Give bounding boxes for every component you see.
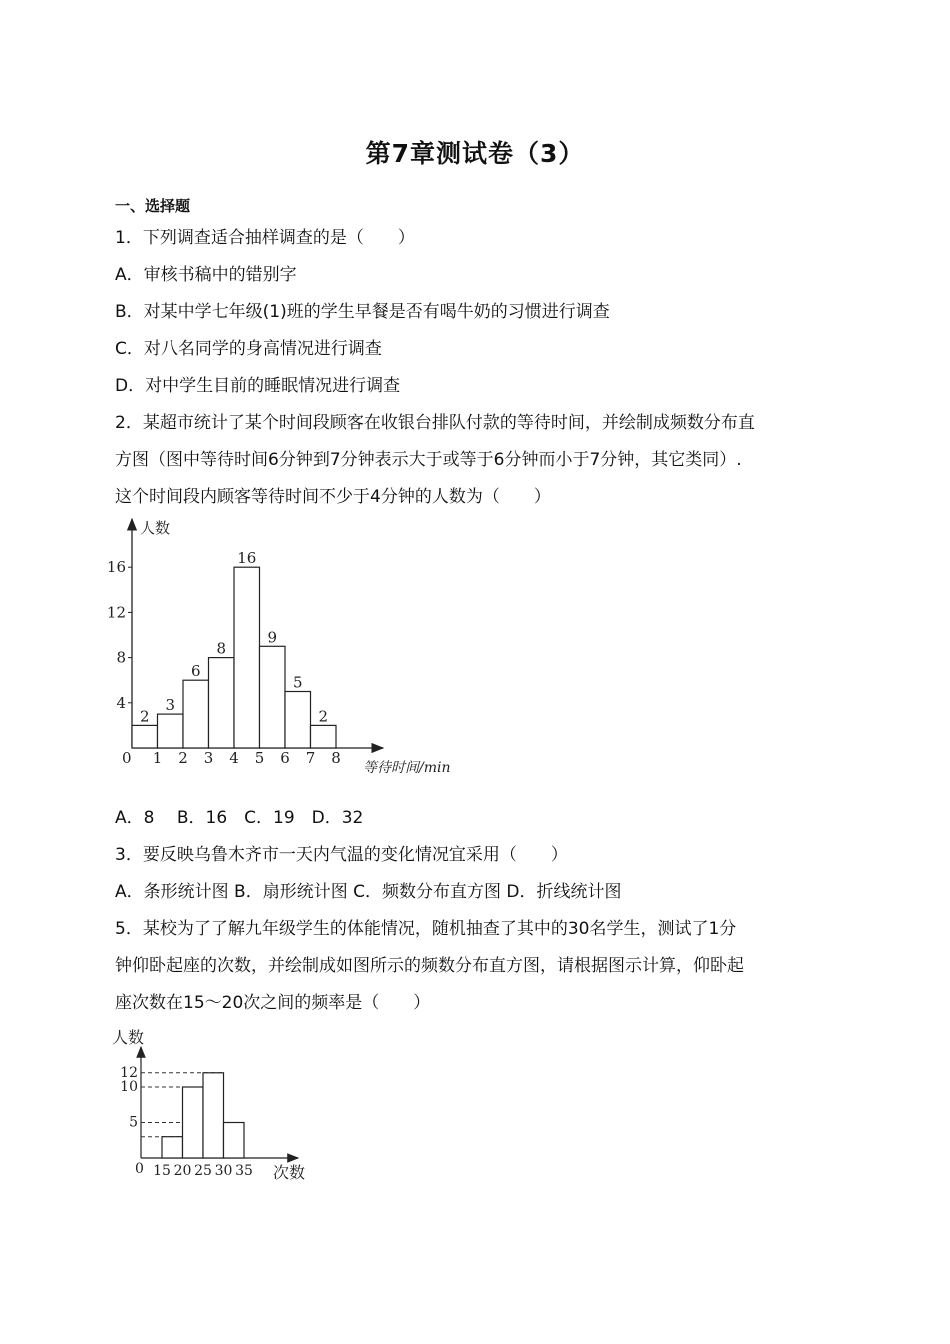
histogram-bar xyxy=(162,1137,183,1158)
histogram-bar xyxy=(285,692,311,749)
q1-option-d: D．对中学生目前的睡眠情况进行调查 xyxy=(115,376,401,396)
histogram-bar xyxy=(183,680,209,748)
bar-value-label: 6 xyxy=(190,662,201,681)
bar-value-label: 2 xyxy=(318,707,329,726)
bar-value-label: 16 xyxy=(237,549,257,568)
y-axis-label: 人数 xyxy=(140,519,171,537)
histogram-bar xyxy=(158,714,184,748)
histogram-bar xyxy=(224,1123,245,1159)
x-tick-label: 30 xyxy=(214,1163,233,1179)
y-tick-label: 5 xyxy=(129,1114,138,1131)
q1-option-c: C．对八名同学的身高情况进行调查 xyxy=(115,339,382,359)
q5-stem-line3: 座次数在15～20次之间的频率是（ ） xyxy=(115,993,431,1013)
bar-value-label: 2 xyxy=(139,707,150,726)
x-tick-label: 20 xyxy=(173,1163,192,1179)
bar-value-label: 3 xyxy=(165,696,176,715)
y-tick-label: 8 xyxy=(116,648,126,667)
bar-value-label: 8 xyxy=(216,639,227,658)
page-title: 第7章测试卷（3） xyxy=(365,139,585,168)
situp-histogram xyxy=(108,1023,323,1188)
q1-option-a: A．审核书稿中的错别字 xyxy=(115,265,297,285)
q3-options: A．条形统计图 B．扇形统计图 C．频数分布直方图 D．折线统计图 xyxy=(115,882,622,902)
histogram-bar xyxy=(203,1073,224,1158)
x-tick-label: 15 xyxy=(153,1163,171,1179)
x-tick-label: 4 xyxy=(229,749,239,767)
histogram-bar xyxy=(183,1087,204,1158)
x-tick-label: 6 xyxy=(280,749,290,767)
y-tick-label: 16 xyxy=(106,558,126,577)
q2-stem-line1: 2．某超市统计了某个时间段顾客在收银台排队付款的等待时间，并绘制成频数分布直 xyxy=(115,413,755,433)
histogram-bar xyxy=(234,567,260,748)
histogram-bar xyxy=(311,725,337,748)
histogram-bar xyxy=(209,658,235,748)
section-heading: 一、选择题 xyxy=(115,197,191,215)
bar-value-label: 9 xyxy=(267,628,278,647)
x-tick-label: 8 xyxy=(331,749,341,767)
waiting-time-histogram xyxy=(105,515,475,780)
y-axis-label: 人数 xyxy=(112,1028,145,1047)
y-tick-label: 12 xyxy=(120,1064,138,1081)
q1-stem: 1．下列调查适合抽样调查的是（ ） xyxy=(115,228,415,248)
q2-stem-line3: 这个时间段内顾客等待时间不少于4分钟的人数为（ ） xyxy=(115,487,551,507)
x-tick-label: 35 xyxy=(235,1163,253,1179)
q2-options: A．8 B．16 C．19 D．32 xyxy=(115,808,364,828)
x-tick-label: 5 xyxy=(254,749,265,767)
q2-stem-line2: 方图（图中等待时间6分钟到7分钟表示大于或等于6分钟而小于7分钟，其它类同）. xyxy=(115,450,742,470)
y-tick-label: 10 xyxy=(120,1079,138,1095)
y-tick-label: 12 xyxy=(106,603,126,622)
x-tick-label: 1 xyxy=(152,749,163,767)
x-tick-label: 7 xyxy=(305,749,316,767)
q5-stem-line1: 5．某校为了了解九年级学生的体能情况，随机抽查了其中的30名学生，测试了1分 xyxy=(115,919,737,939)
origin-label: 0 xyxy=(135,1161,144,1177)
x-axis-label: 次数 xyxy=(273,1163,306,1182)
q3-stem: 3．要反映乌鲁木齐市一天内气温的变化情况宜采用（ ） xyxy=(115,845,568,865)
histogram-bar xyxy=(260,646,286,748)
q1-option-b: B．对某中学七年级(1)班的学生早餐是否有喝牛奶的习惯进行调查 xyxy=(115,302,610,322)
origin-label: 0 xyxy=(122,749,132,767)
x-tick-label: 3 xyxy=(203,749,214,767)
y-tick-label: 4 xyxy=(116,693,126,712)
q5-stem-line2: 钟仰卧起座的次数，并绘制成如图所示的频数分布直方图，请根据图示计算，仰卧起 xyxy=(115,956,744,976)
bar-value-label: 5 xyxy=(292,673,303,692)
x-tick-label: 2 xyxy=(178,749,188,767)
histogram-bar xyxy=(132,725,158,748)
x-tick-label: 25 xyxy=(194,1163,212,1179)
x-axis-label: 等待时间/min xyxy=(363,760,451,776)
